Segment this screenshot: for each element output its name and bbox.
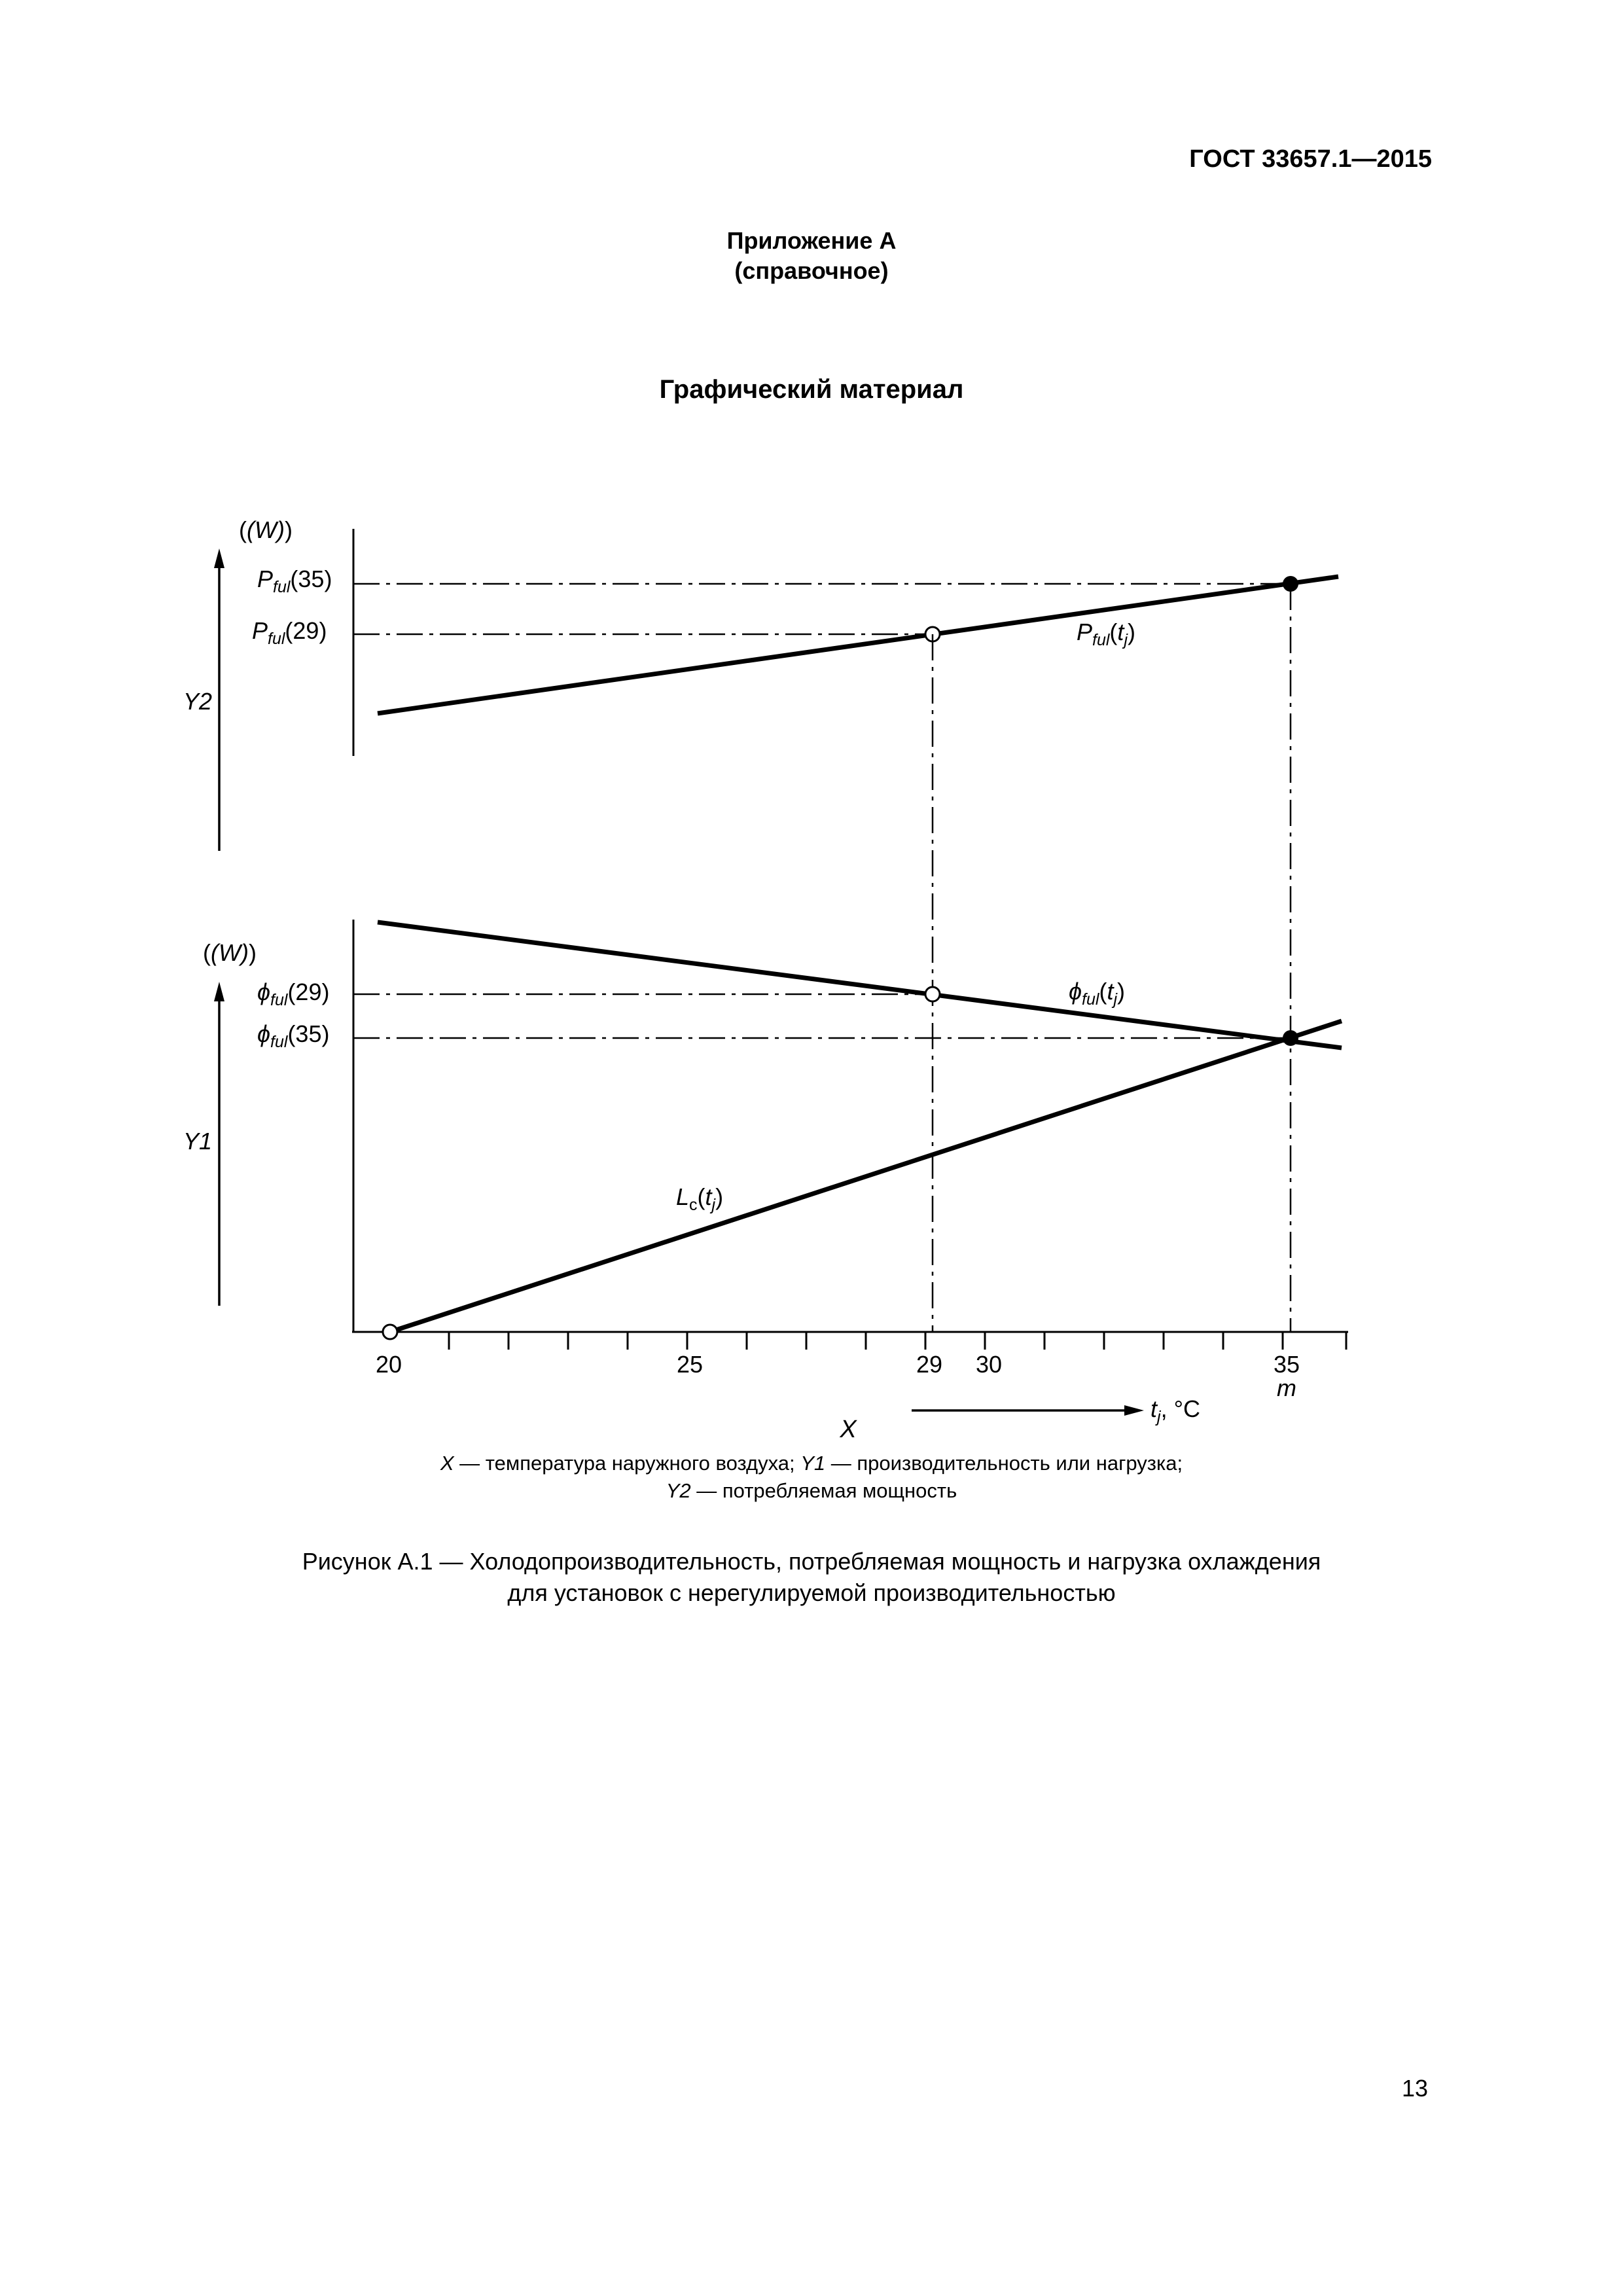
y2-axis-label: Y2 — [183, 688, 213, 715]
x-axis-ticks — [449, 1332, 1346, 1350]
x-tick-label: 25 — [676, 1351, 704, 1378]
x-tick-label: 35 — [1273, 1351, 1300, 1378]
page-number: 13 — [1401, 2075, 1428, 2102]
figure-legend — [0, 1450, 1623, 1505]
annex-type: (справочное) — [734, 257, 889, 284]
load-start-marker — [383, 1325, 397, 1339]
x-tick-label: 29 — [916, 1351, 943, 1378]
x-arrow-label: $t_j$, °C — [1150, 1395, 1200, 1426]
legend-x-symbol: X — [440, 1452, 454, 1475]
phiful35-label: $\phi_{ful}(35)$ — [257, 1020, 330, 1051]
x-arrowhead-icon — [1124, 1405, 1144, 1416]
phiful-curve — [378, 922, 1342, 1048]
phiful35-marker — [1283, 1030, 1298, 1046]
x-tick-label: 20 — [375, 1351, 402, 1378]
pful35-label: $P_{ful}(35)$ — [257, 565, 332, 596]
document-number: ГОСТ 33657.1—2015 — [1189, 145, 1432, 173]
figure-caption — [0, 1546, 1623, 1609]
legend-y1-text: — производительность или нагрузка; — [825, 1452, 1183, 1475]
x-axis-letter: X — [840, 1416, 857, 1443]
legend-line-2 — [0, 1477, 1623, 1505]
y2-unit-label: ((W)) — [239, 516, 293, 543]
point-m-label: m — [1277, 1374, 1296, 1401]
caption-line-1: Рисунок А.1 — Холодопроизводительность, потребляемая мощность и нагрузка охлаждения — [302, 1548, 1321, 1575]
legend-y2-symbol: Y2 — [666, 1479, 691, 1502]
pful-curve — [378, 577, 1338, 713]
pful-curve-label: $P_{ful}(t_j)$ — [1077, 619, 1135, 649]
x-tick-label: 30 — [975, 1351, 1003, 1378]
legend-y1-symbol: Y1 — [800, 1452, 826, 1475]
pful29-label: $P_{ful}(29)$ — [252, 617, 327, 648]
phiful29-marker — [925, 987, 940, 1001]
load-curve-label: $L_c(t_j)$ — [676, 1183, 724, 1214]
phiful29-label: $\phi_{ful}(29)$ — [257, 978, 330, 1009]
load-curve — [390, 1021, 1342, 1332]
annex-title: Приложение А — [726, 227, 897, 254]
legend-x-text: — температура наружного воздуха; — [454, 1452, 801, 1475]
y2-arrowhead-icon — [214, 548, 224, 568]
phiful-curve-label: $\phi_{ful}(t_j)$ — [1069, 978, 1126, 1009]
legend-y2-text: — потребляемая мощность — [690, 1479, 957, 1502]
legend-line-1 — [0, 1450, 1623, 1477]
y1-arrowhead-icon — [214, 982, 224, 1001]
y1-axis-label: Y1 — [183, 1128, 213, 1155]
y1-unit-label: ((W)) — [203, 939, 257, 966]
section-title: Графический материал — [659, 375, 964, 404]
caption-line-2: для установок с нерегулируемой производительностью — [507, 1579, 1116, 1606]
